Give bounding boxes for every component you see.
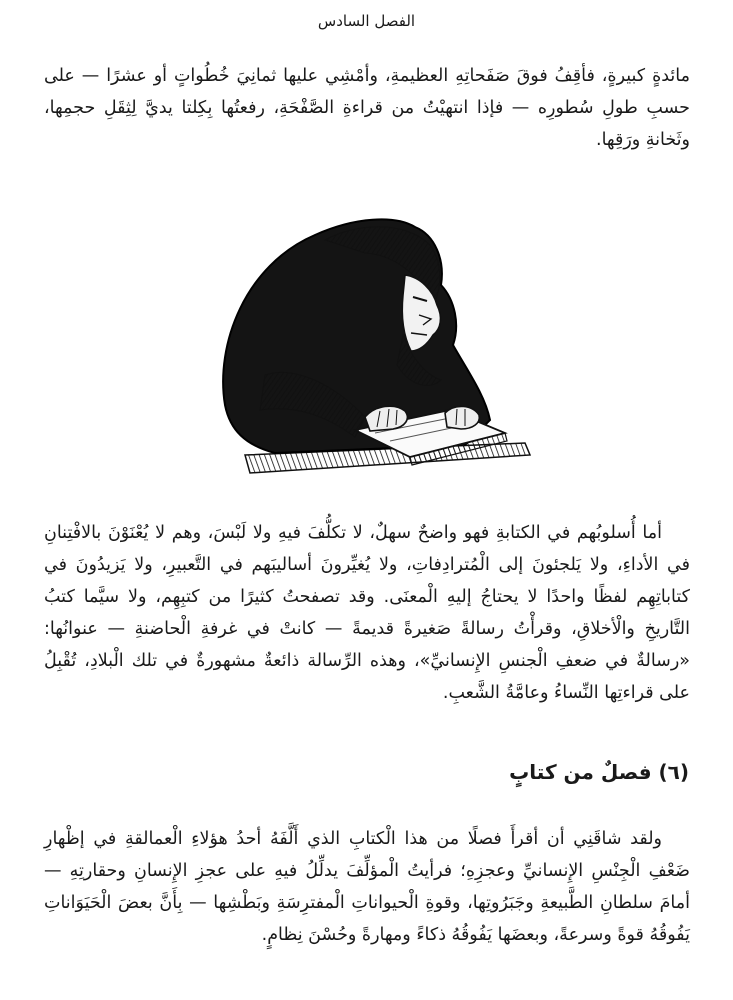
section-heading: (٦) فصلٌ من كتابٍ — [509, 760, 689, 784]
paragraph-2: أما أُسلوبُهم في الكتابةِ فهو واضحٌ سهلٌ، لا تكلُّفَ فيهِ ولا لَبْسَ، وهم لا يُعْنَوْنَ بالافْتِنانِ في الأداءِ، ولا يَلجئونَ إلى الْمُترادِفاتِ، ولا يُغيِّرونَ أساليبَهم في التَّعبيرِ، ولا يَزيدُونَ في كتاباتِهِم لفظًا واحدًا لا يحتاجُ إليهِ الْمعنَى. وقد تصفحتُ كثيرًا من كتبِهِم، ولا سيَّما كتبُ التَّاريخِ والْأخلاقِ، وقرأْتُ رسالةً صَغيرةً قديمةً — كانتْ في غرفةِ الْحاضنةِ — عنوانُها: «رسالةٌ في ضعفِ الْجنسِ الإِنسانيِّ»، وهذه الرِّسالة ذائعةٌ مشهورةٌ في تلك الْبلادِ، تُقْبِلُ على قراءتِها النِّساءُ وعامَّةُ الشَّعبِ. — [44, 523, 690, 703]
paragraph-3: ولقد شاقَنِي أن أقرأَ فصلًا من هذا الْكتابِ الذي أَلَّفَهُ أحدُ هؤلاءِ الْعمالقةِ في إظْهارِ ضَعْفِ الْجِنْسِ الإِنسانيِّ وعجزِهِ؛ فرأيتُ الْمؤلِّفَ يدلِّلُ فيهِ على عجزِ الإِنسانِ وحقارتِهِ — أمامَ سلطانِ الطَّبيعةِ وجَبَرُوتِها، وقوةِ الْحيواناتِ الْمفترِسَةِ وبَطْشِها — بِأَنَّ بعضَ الْحَيَوَاناتِ يَفُوقُهُ قوةً وسرعةً، وبعضَها يَفُوقُهُ ذكاءً ومهارةً وحُسْنَ نِظامٍ. — [44, 829, 690, 945]
paragraph-1: مائدةٍ كبيرةٍ، فأقِفُ فوقَ صَفَحاتِهِ العظيمةِ، وأمْشِي عليها ثمانِيَ خُطُواتٍ أو عشرًا — على حسبِ طولِ سُطورِه — فإذا انتهيْتُ من قراءةِ الصَّفْحَةِ، رفعتُها بِكِلتا يديَّ لِثِقَلِ حجمِها، وثَخانةِ ورَقِها. — [44, 66, 690, 150]
page-header: الفصل السادس — [317, 12, 416, 30]
giant-reading-illustration — [205, 205, 535, 490]
